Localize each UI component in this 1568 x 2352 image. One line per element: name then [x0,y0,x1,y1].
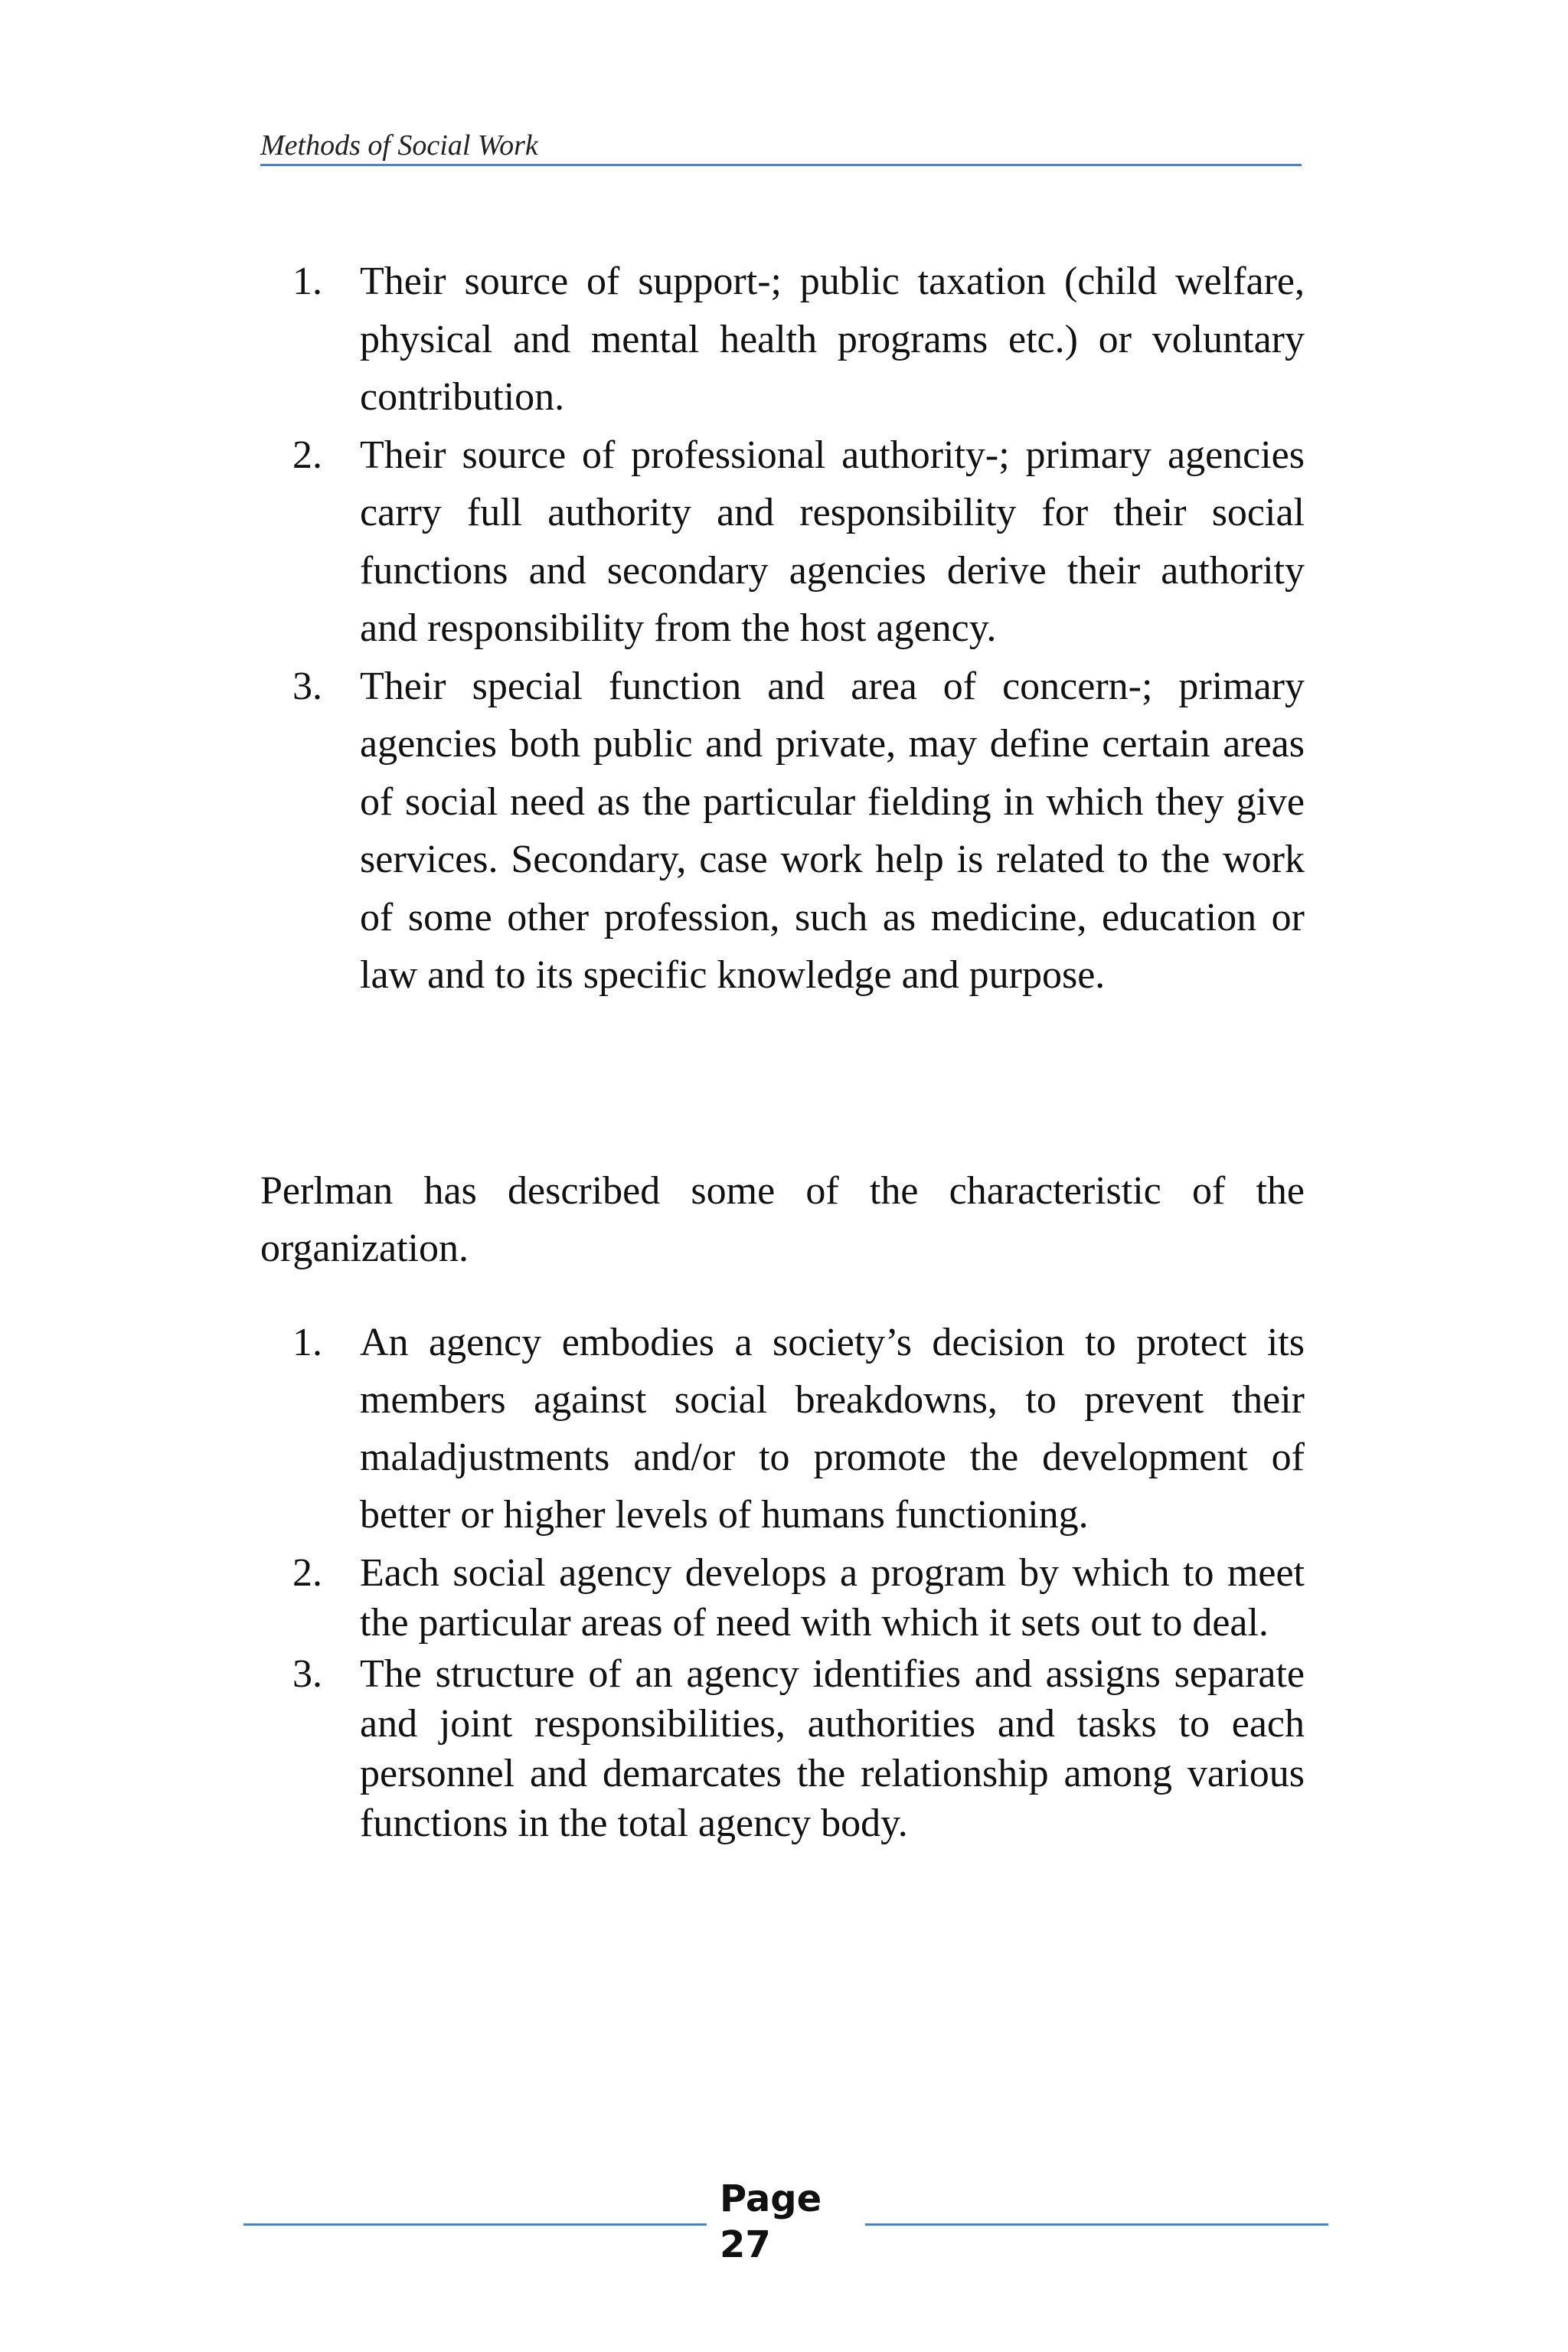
list-item-text: Their source of professional authority-; primary agencies carry full authority and responsibility for their social functions and secondary agencies derive their authority and responsibility from the host agency. [360,433,1305,650]
list-item [260,1548,1305,1648]
list-item [260,1649,1305,1848]
list-item-number: 2. [292,433,322,477]
list-item [260,1314,1305,1544]
footer-rule-left [243,2223,707,2226]
organization-characteristics-list [260,1314,1305,1850]
source-criteria-list [260,253,1305,1004]
page-number: 27 [720,2223,771,2266]
list-item-number: 3. [292,664,322,708]
list-item-text: The structure of an agency identifies and assigns separate and joint responsibilities, authorities and tasks to each personnel and demarcates the relationship among various functions in the total agency body. [360,1652,1305,1845]
list-item-text: Their special function and area of concern-; primary agencies both public and private, may define certain areas of social need as the particular fielding in which they give services. Secondary, case work help is related to the work of some other profession, such as medicine, education or law and to its specific knowledge and purpose. [360,664,1305,997]
list-item-number: 3. [292,1652,322,1696]
running-header-title: Methods of Social Work [260,129,538,162]
list-item-number: 1. [292,1321,322,1364]
list-item-text: Their source of support-; public taxation (child welfare, physical and mental health programs etc.) or voluntary contribution. [360,260,1305,419]
list-item-text: Each social agency develops a program by which to meet the particular areas of need with which it sets out to deal. [360,1551,1305,1645]
body-paragraph: Perlman has described some of the characteristic of the organization. [260,1169,1305,1270]
list-item-text: An agency embodies a society’s decision to protect its members against social breakdowns, to prevent their maladjustments and/or to promote the development of better or higher levels of humans functioning. [360,1321,1305,1537]
list-item-number: 1. [292,260,322,303]
header-rule [260,164,1302,166]
list-item [260,253,1305,426]
page-label: Page [720,2177,822,2220]
list-item [260,658,1305,1004]
list-item [260,426,1305,658]
footer-rule-right [865,2223,1328,2226]
list-item-number: 2. [292,1551,322,1595]
